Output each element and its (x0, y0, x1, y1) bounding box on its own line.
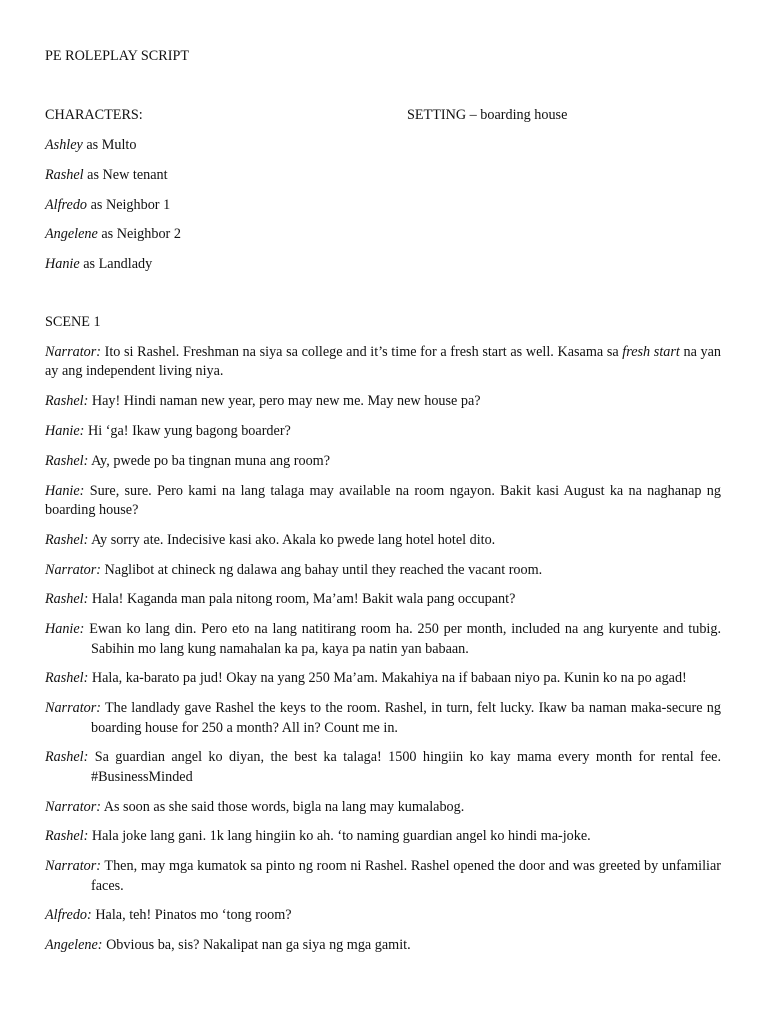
dialogue-text: Hay! Hindi naman new year, pero may new me. May new house pa? (88, 393, 481, 410)
actor-name: Ashley (45, 137, 83, 153)
dialogue-line (45, 590, 721, 609)
script-title: PE ROLEPLAY SCRIPT (45, 48, 190, 64)
dialogue-line (45, 561, 721, 580)
dialogue-text: Ay sorry ate. Indecisive kasi ako. Akala ko pwede lang hotel hotel dito. (88, 531, 496, 548)
script-body (45, 343, 721, 966)
speaker-name: Narrator: (45, 858, 101, 875)
actor-role: as Neighbor 1 (87, 196, 171, 213)
speaker-name: Rashel: (45, 452, 89, 469)
dialogue-line (45, 906, 721, 925)
dialogue-line (45, 343, 721, 382)
speaker-name: Narrator: (45, 700, 101, 717)
speaker-name: Hanie: (45, 621, 85, 638)
characters-heading: CHARACTERS: (45, 107, 143, 123)
dialogue-text: Sa guardian angel ko diyan, the best ka talaga! 1500 hingiin ko kay mama every month for rental fee. #BusinessMinded (88, 749, 721, 785)
dialogue-text: Obvious ba, sis? Nakalipat nan ga siya ng mga gamit. (102, 937, 411, 954)
dialogue-text: na yan ay ang independent living niya. (45, 344, 721, 380)
dialogue-text: Then, may mga kumatok sa pinto ng room ni Rashel. Rashel opened the door and was greeted by unfamiliar faces. (91, 858, 721, 894)
speaker-name: Narrator: (45, 344, 101, 360)
cast-item (45, 225, 181, 255)
setting-line: SETTING – boarding house (407, 107, 568, 123)
speaker-name: Rashel: (45, 749, 89, 766)
dialogue-text: Hi ‘ga! Ikaw yung bagong boarder? (84, 423, 291, 439)
dialogue-text: Sure, sure. Pero kami na lang talaga may available na room ngayon. Bakit kasi August ka na naghanap ng boarding house? (45, 482, 721, 518)
dialogue-line (45, 531, 721, 550)
dialogue-text: Hala, teh! Pinatos mo ‘tong room? (91, 907, 292, 924)
dialogue-line (45, 699, 721, 738)
actor-name: Rashel (45, 166, 84, 183)
speaker-name: Angelene: (45, 937, 103, 954)
scene-heading: SCENE 1 (45, 314, 101, 330)
dialogue-line (45, 827, 721, 846)
dialogue-line (45, 748, 721, 787)
actor-role: as Neighbor 2 (97, 226, 181, 243)
dialogue-text: The landlady gave Rashel the keys to the room. Rashel, in turn, felt lucky. Ikaw ba naman maka-secure ng boarding house for 250 a month? All in? Count me in. (91, 700, 721, 736)
speaker-name: Rashel: (45, 828, 89, 845)
speaker-name: Rashel: (45, 591, 89, 608)
speaker-name: Rashel: (45, 670, 89, 687)
speaker-name: Rashel: (45, 393, 89, 410)
dialogue-line (45, 798, 721, 817)
cast-item (45, 166, 181, 196)
speaker-name: Hanie: (45, 482, 85, 499)
cast-item (45, 255, 181, 285)
speaker-name: Hanie: (45, 423, 85, 439)
actor-role: as New tenant (83, 166, 168, 183)
dialogue-text: Hala, ka-barato pa jud! Okay na yang 250 Ma’am. Makahiya na if babaan niyo pa. Kunin ko na po agad! (88, 670, 687, 687)
dialogue-text: Naglibot at chineck ng dalawa ang bahay until they reached the vacant room. (100, 561, 543, 578)
dialogue-text: Hala! Kaganda man pala nitong room, Ma’am! Bakit wala pang occupant? (88, 591, 516, 608)
speaker-name: Narrator: (45, 561, 101, 578)
dialogue-text: Ito si Rashel. Freshman na siya sa college and it’s time for a fresh start as well. Kasama sa (100, 344, 623, 360)
dialogue-line (45, 620, 721, 659)
actor-role: as Multo (82, 137, 137, 153)
dialogue-emphasis: fresh start (622, 344, 680, 360)
dialogue-line (45, 857, 721, 896)
dialogue-text: As soon as she said those words, bigla na lang may kumalabog. (100, 798, 465, 815)
cast-item (45, 136, 181, 166)
dialogue-line (45, 422, 721, 441)
dialogue-line (45, 392, 721, 411)
cast-list (45, 136, 181, 285)
speaker-name: Rashel: (45, 531, 89, 548)
actor-name: Alfredo (45, 196, 88, 213)
dialogue-line (45, 669, 721, 688)
actor-name: Angelene (45, 226, 98, 243)
speaker-name: Alfredo: (45, 907, 92, 924)
dialogue-text: Hala joke lang gani. 1k lang hingiin ko ah. ‘to naming guardian angel ko hindi ma-joke. (88, 828, 591, 845)
dialogue-text: Ewan ko lang din. Pero eto na lang natitirang room ha. 250 per month, included na ang kuryente and tubig. Sabihin mo lang kung namahalan ka pa, kaya pa natin yan babaan. (84, 621, 721, 657)
dialogue-line (45, 452, 721, 471)
actor-role: as Landlady (79, 256, 153, 273)
cast-item (45, 196, 181, 226)
dialogue-line (45, 482, 721, 521)
dialogue-line (45, 936, 721, 955)
speaker-name: Narrator: (45, 798, 101, 815)
actor-name: Hanie (45, 256, 80, 273)
dialogue-text: Ay, pwede po ba tingnan muna ang room? (88, 452, 331, 469)
